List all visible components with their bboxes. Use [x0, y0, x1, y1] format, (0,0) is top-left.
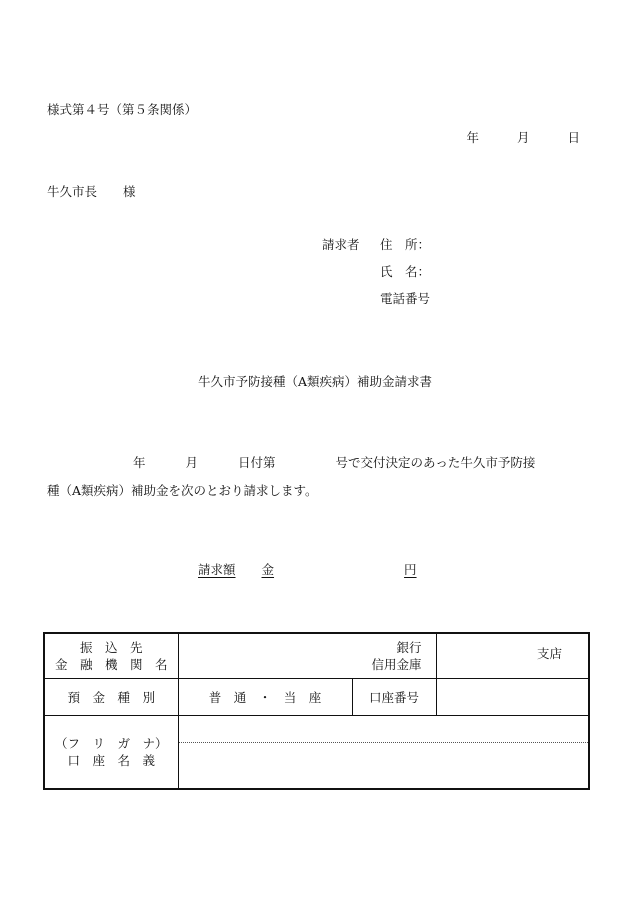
body-line-2: 種（A類疾病）補助金を次のとおり請求します。 — [47, 483, 318, 498]
bank-label: 銀行 — [396, 640, 422, 655]
bank-name-field[interactable] — [178, 633, 436, 679]
amount-unit: 円 — [404, 562, 417, 577]
transfer-to-label: 振 込 先 — [79, 640, 143, 655]
account-holder-input[interactable] — [179, 743, 589, 788]
institution-name-label: 金 融 機 関 名 — [54, 657, 168, 672]
date-month: 月 — [516, 130, 530, 145]
requester-label: 請求者 — [322, 237, 360, 252]
holder-label-cell — [44, 716, 178, 790]
bank-info-table — [43, 632, 590, 790]
requester-address-label: 住 所： — [380, 237, 431, 252]
form-number: 様式第４号（第５条関係） — [47, 102, 198, 117]
furigana-label: （フ リ ガ ナ） — [54, 736, 168, 751]
account-holder-field[interactable] — [178, 716, 589, 790]
amount-prefix: 金 — [261, 562, 275, 577]
document-title: 牛久市予防接種（A類疾病）補助金請求書 — [197, 374, 433, 389]
date-day: 日 — [567, 130, 580, 145]
branch-field[interactable] — [436, 633, 589, 679]
addressee — [47, 182, 136, 200]
body-line-1 — [47, 453, 535, 471]
branch-label: 支店 — [536, 646, 562, 661]
request-amount-line — [198, 560, 417, 578]
addressee-honorific: 様 — [123, 184, 136, 199]
bank-row — [44, 633, 589, 679]
date-line — [466, 128, 580, 146]
account-number-label: 口座番号 — [352, 679, 436, 716]
date-year: 年 — [466, 130, 479, 145]
holder-row — [44, 716, 589, 790]
account-holder-label: 口 座 名 義 — [67, 753, 155, 768]
deposit-type-options[interactable]: 普 通 ・ 当 座 — [178, 679, 352, 716]
account-number-field[interactable] — [436, 679, 589, 716]
body-year: 年 — [133, 455, 146, 470]
deposit-type-label: 預 金 種 別 — [44, 679, 178, 716]
institution-label-cell — [44, 633, 178, 679]
requester-name-label: 氏 名： — [380, 264, 431, 279]
credit-union-label: 信用金庫 — [371, 657, 422, 672]
body-day-ref: 日付第 — [238, 455, 276, 470]
deposit-row — [44, 679, 589, 716]
addressee-name: 牛久市長 — [47, 184, 98, 199]
body-decision-text: 号で交付決定のあった牛久市予防接 — [335, 455, 536, 470]
amount-label: 請求額 — [198, 562, 236, 577]
body-month: 月 — [185, 455, 199, 470]
requester-phone-label: 電話番号 — [380, 291, 431, 306]
furigana-input[interactable] — [179, 716, 589, 743]
